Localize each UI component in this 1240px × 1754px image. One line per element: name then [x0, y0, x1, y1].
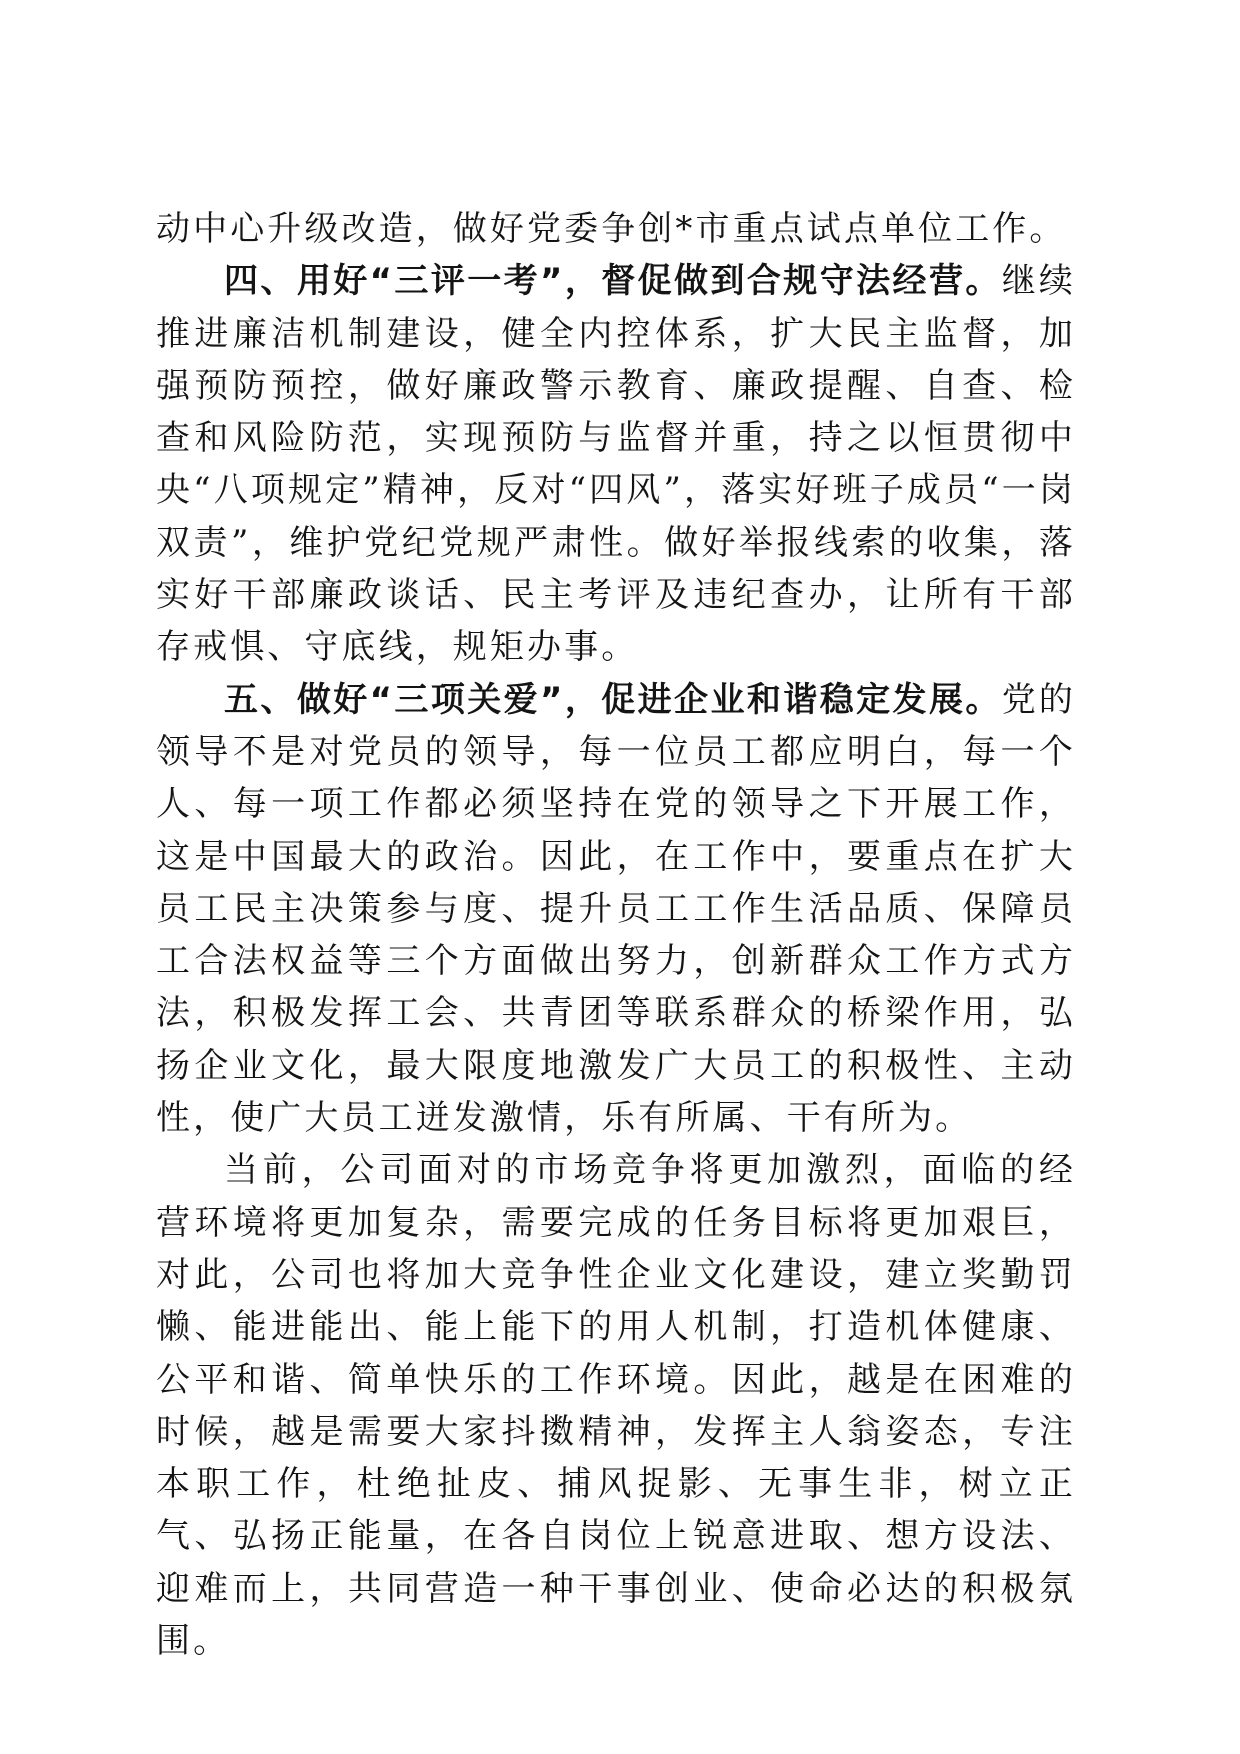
paragraph-conclusion — [156, 1144, 1076, 1667]
paragraph-text: 继续推进廉洁机制建设，健全内控体系，扩大民主监督，加强预防预控，做好廉政警示教育、廉政提醒、自查、检查和风险防范，实现预防与监督并重，持之以恒贯彻中央“八项规定”精神，反对“四风”，落实好班子成员“一岗双责”，维护党纪党规严肃性。做好举报线索的收集，落实好干部廉政谈话、民主考评及违纪查办，让所有干部存戒惧、守底线，规矩办事。 — [156, 261, 1076, 668]
paragraph-continuation — [156, 203, 1076, 255]
document-body — [156, 203, 1076, 1667]
paragraph-text: 动中心升级改造，做好党委争创*市重点试点单位工作。 — [156, 209, 1067, 249]
section-heading: 四、用好“三评一考”，督促做到合规守法经营。 — [224, 261, 1002, 302]
paragraph-text: 当前，公司面对的市场竞争将更加激烈，面临的经营环境将更加复杂，需要完成的任务目标将更加艰巨，对此，公司也将加大竞争性企业文化建设，建立奖勤罚懒、能进能出、能上能下的用人机制，打造机体健康、公平和谐、简单快乐的工作环境。因此，越是在困难的时候，越是需要大家抖擞精神，发挥主人翁姿态，专注本职工作，杜绝扯皮、捕风捉影、无事生非，树立正气、弘扬正能量，在各自岗位上锐意进取、想方设法、迎难而上，共同营造一种干事创业、使命必达的积极氛围。 — [156, 1150, 1076, 1662]
section-heading: 五、做好“三项关爱”，促进企业和谐稳定发展。 — [224, 679, 1002, 720]
paragraph-section-five — [156, 674, 1076, 1145]
paragraph-text: 党的领导不是对党员的领导，每一位员工都应明白，每一个人、每一项工作都必须坚持在党的领导之下开展工作，这是中国最大的政治。因此，在工作中，要重点在扩大员工民主决策参与度、提升员工工作生活品质、保障员工合法权益等三个方面做出努力，创新群众工作方式方法，积极发挥工会、共青团等联系群众的桥梁作用，弘扬企业文化，最大限度地激发广大员工的积极性、主动性，使广大员工迸发激情，乐有所属、干有所为。 — [156, 679, 1076, 1139]
paragraph-section-four — [156, 255, 1076, 673]
